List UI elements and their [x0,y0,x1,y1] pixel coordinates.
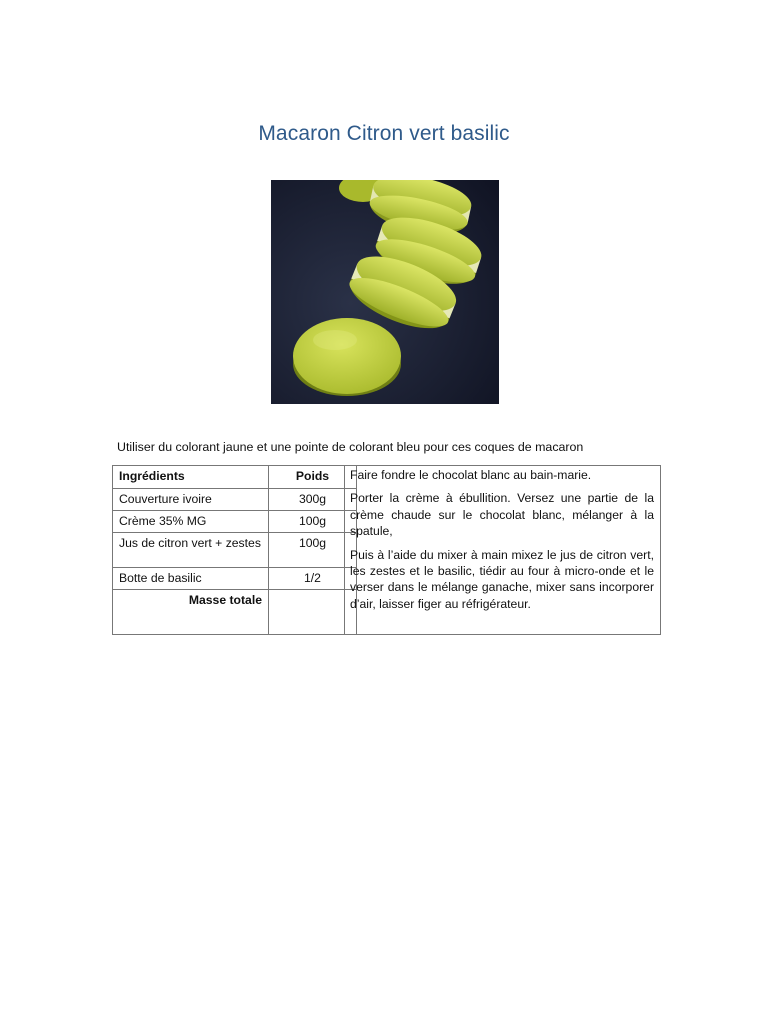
ingredient-weight: 1/2 [269,567,357,589]
recipe-table [112,465,661,635]
instruction-step: Porter la crème à ébullition. Versez une partie de la crème chaude sur le chocolat blanc, mélanger à la spatule, [350,491,654,539]
table-row [113,532,357,567]
ingredient-weight: 100g [269,510,357,532]
instruction-step: Puis à l’aide du mixer à main mixez le jus de citron vert, les zestes et le basilic, tiédir au four à micro-onde et le verser dans le mélange ganache, mixer sans incorporer d’air, laisser figer au réfrigérateur. [350,547,654,611]
macarons-illustration [271,180,499,404]
table-row [113,567,357,589]
table-row [113,488,357,510]
ingredient-name: Crème 35% MG [113,510,269,532]
ingredient-weight: 300g [269,488,357,510]
table-row [113,510,357,532]
macarons-photo [271,180,499,404]
table-header-row [113,466,357,488]
ingredient-name: Botte de basilic [113,567,269,589]
header-weight: Poids [269,466,357,488]
intro-text: Utiliser du colorant jaune et une pointe de colorant bleu pour ces coques de macaron [117,440,584,454]
ingredient-name: Couverture ivoire [113,488,269,510]
header-ingredients: Ingrédients [113,466,269,488]
instructions [344,466,660,634]
table-total-row [113,589,357,634]
instruction-step: Faire fondre le chocolat blanc au bain-marie. [350,468,592,482]
ingredient-name: Jus de citron vert + zestes [113,532,269,567]
total-label: Masse totale [113,589,269,634]
ingredients-table [113,466,357,634]
macaron-front [293,318,401,396]
ingredient-weight: 100g [269,532,357,567]
page-title: Macaron Citron vert basilic [258,122,510,145]
